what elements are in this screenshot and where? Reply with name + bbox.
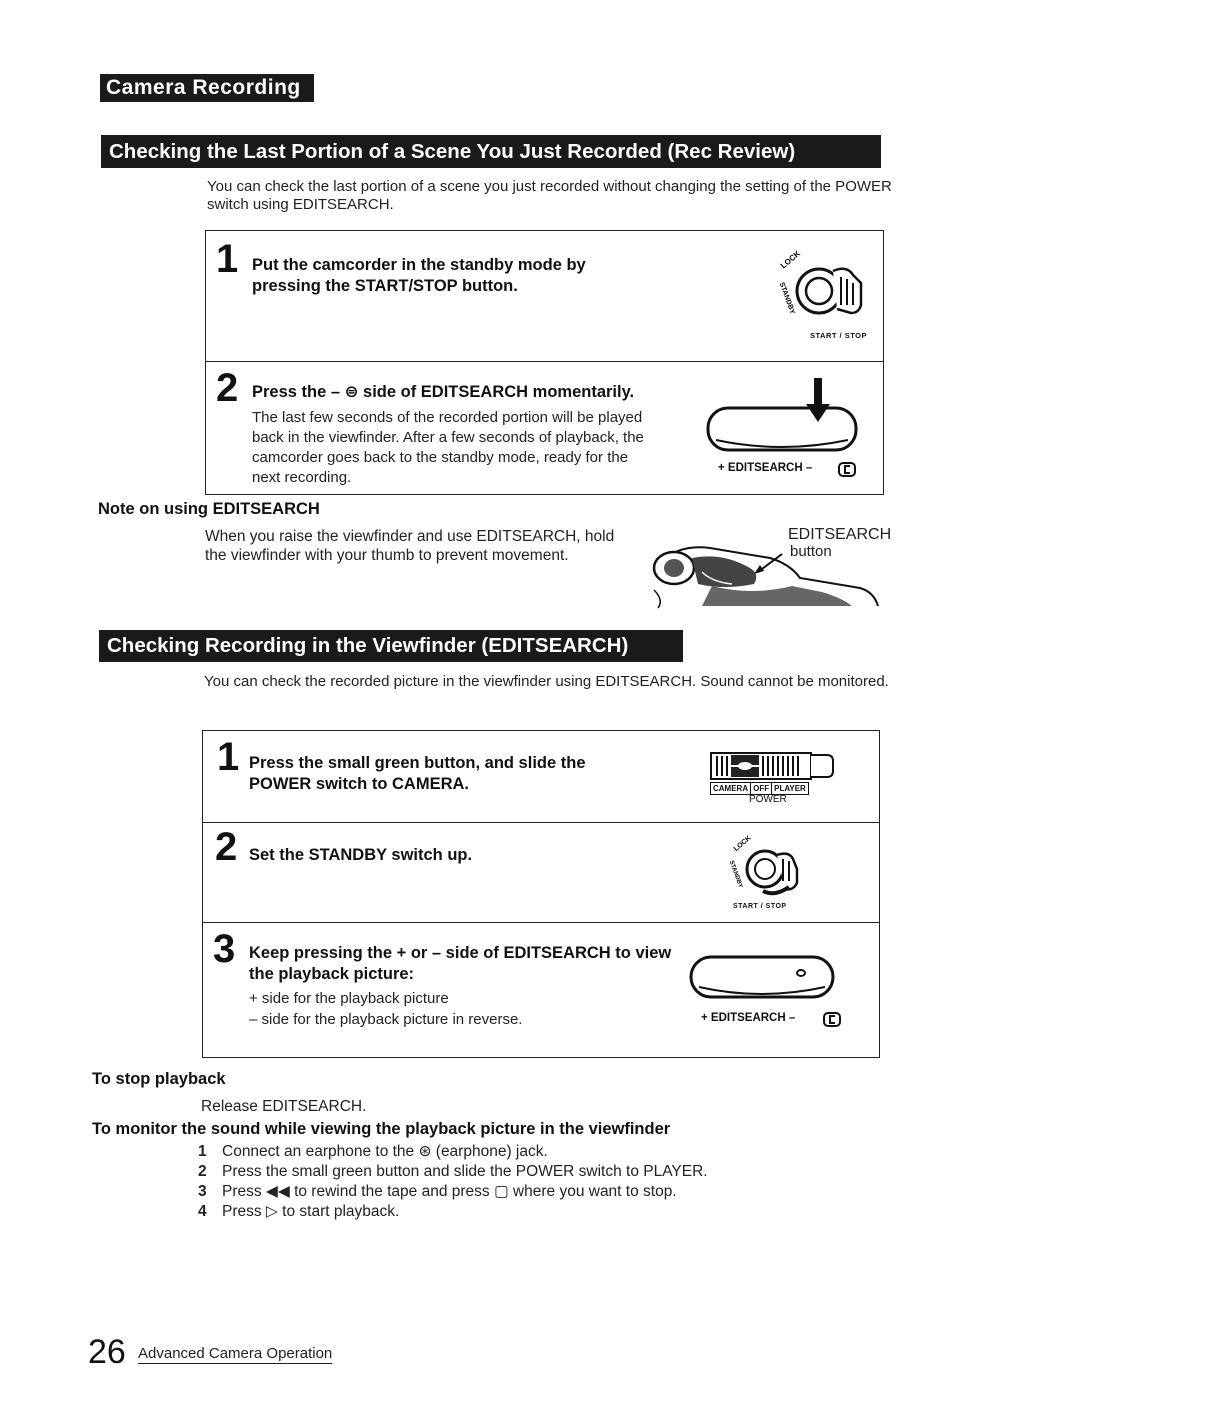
switch-label-player: PLAYER <box>774 784 806 793</box>
monitor-sound-heading: To monitor the sound while viewing the playback picture in the viewfinder <box>92 1120 671 1138</box>
step-title: Put the camcorder in the standby mode by pressing the START/STOP button. <box>252 256 586 295</box>
editsearch-rocker-icon <box>702 378 862 458</box>
switch-label-off: OFF <box>751 783 772 794</box>
start-stop-caption: START / STOP <box>810 331 867 340</box>
start-stop-dial-icon <box>771 243 871 331</box>
list-text: Press ◀◀ to rewind the tape and press ▢ where you want to stop. <box>222 1183 677 1200</box>
step-title: Set the STANDBY switch up. <box>249 846 473 864</box>
switch-label-camera: CAMERA <box>711 783 751 794</box>
list-text: Press the small green button and slide the POWER switch to PLAYER. <box>222 1163 708 1180</box>
section1-title: Checking the Last Portion of a Scene You Just Recorded (Rec Review) <box>101 135 881 168</box>
standby-dial-icon <box>723 831 813 903</box>
section1-step1 <box>206 231 883 361</box>
section2-title: Checking Recording in the Viewfinder (EDITSEARCH) <box>99 630 683 662</box>
page-number: 26 <box>88 1333 126 1371</box>
note-heading: Note on using EDITSEARCH <box>98 500 320 518</box>
section2-steps-box <box>202 730 880 1058</box>
step-number: 1 <box>217 735 240 779</box>
list-text: Press ▷ to start playback. <box>222 1203 400 1220</box>
stop-playback-text: Release EDITSEARCH. <box>201 1098 367 1115</box>
svg-text:LOCK: LOCK <box>778 248 802 271</box>
svg-text:STANDBY: STANDBY <box>777 281 796 316</box>
footer-section: Advanced Camera Operation <box>138 1345 333 1362</box>
rewind-icon <box>838 462 856 477</box>
editsearch-rocker-icon-2 <box>687 947 837 1007</box>
list-number: 4 <box>198 1203 207 1220</box>
svg-text:LOCK: LOCK <box>732 834 753 853</box>
section2-step1 <box>203 731 879 822</box>
step-body-line2: – side for the playback picture in reverse. <box>249 1011 523 1028</box>
rewind-icon-2 <box>823 1012 841 1027</box>
section2-step3 <box>203 922 879 1057</box>
header-label: Camera Recording <box>100 74 314 102</box>
editsearch-callout-line2: button <box>790 543 832 560</box>
note-text: When you raise the viewfinder and use EDITSEARCH, hold the viewfinder with your thumb to prevent movement. <box>205 528 615 564</box>
power-switch-caption: POWER <box>749 794 787 805</box>
editsearch-caption: + EDITSEARCH – <box>718 462 813 474</box>
list-number: 3 <box>198 1183 207 1200</box>
section2-step2 <box>203 822 879 922</box>
list-text: Connect an earphone to the ⊛ (earphone) jack. <box>222 1143 548 1160</box>
section1-steps-box <box>205 230 884 495</box>
list-number: 1 <box>198 1143 207 1160</box>
list-number: 2 <box>198 1163 207 1180</box>
section1-step2 <box>206 361 883 494</box>
svg-text:STANDBY: STANDBY <box>727 859 744 889</box>
step-title: Keep pressing the + or – side of EDITSEARCH to view the playback picture: <box>249 944 672 983</box>
step-body-line1: + side for the playback picture <box>249 990 449 1007</box>
section1-intro: You can check the last portion of a scene you just recorded without changing the setting of the POWER switch using EDITSEARCH. <box>207 178 892 213</box>
editsearch-callout-line1: EDITSEARCH <box>788 526 892 543</box>
step-body: The last few seconds of the recorded portion will be played back in the viewfinder. After a few seconds of playback, the camcorder goes back to the standby mode, ready for the next recording. <box>252 409 644 486</box>
step-number: 1 <box>216 237 239 281</box>
step-number: 2 <box>216 366 239 410</box>
start-stop-caption-2: START / STOP <box>733 903 787 910</box>
step-title: Press the – ⊜ side of EDITSEARCH momentarily. <box>252 383 635 401</box>
section2-intro: You can check the recorded picture in the viewfinder using EDITSEARCH. Sound cannot be monitored. <box>204 673 889 690</box>
stop-playback-heading: To stop playback <box>92 1070 226 1088</box>
step-title: Press the small green button, and slide the POWER switch to CAMERA. <box>249 754 586 793</box>
step-number: 3 <box>213 927 236 971</box>
editsearch-caption-2: + EDITSEARCH – <box>701 1012 796 1024</box>
step-number: 2 <box>215 825 238 869</box>
